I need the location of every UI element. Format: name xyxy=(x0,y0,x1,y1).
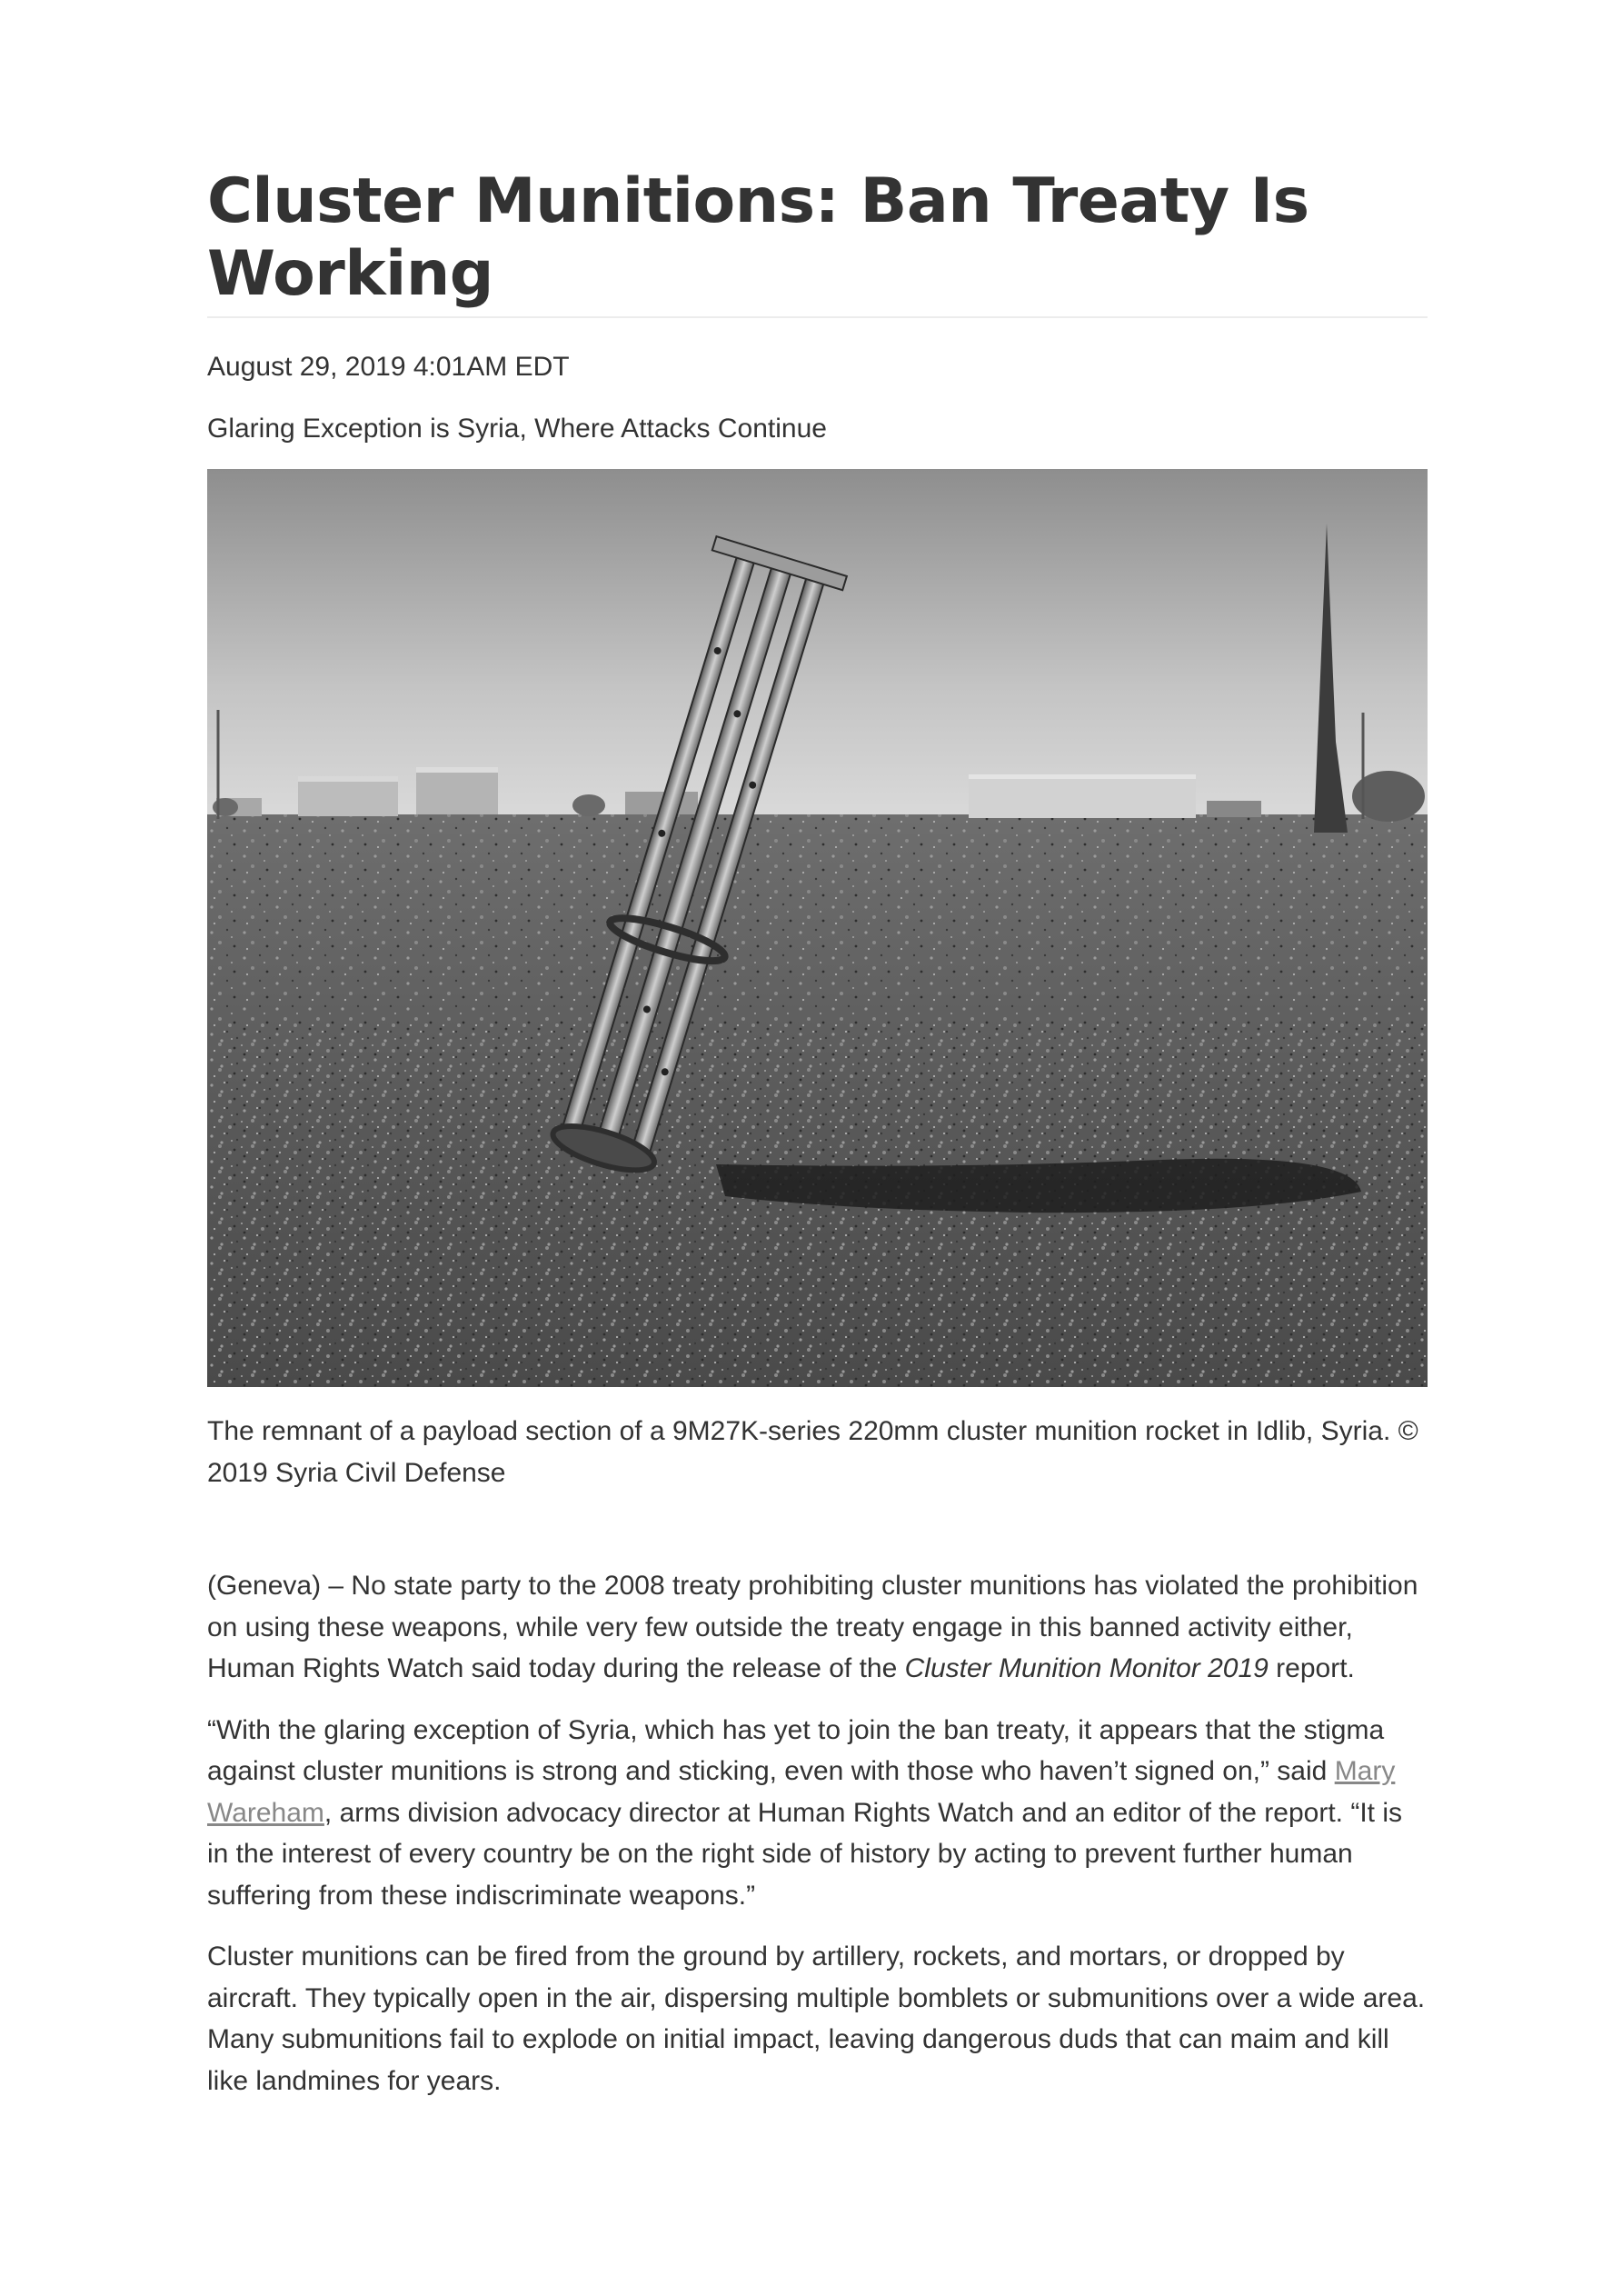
paragraph-1 xyxy=(207,1565,1428,1690)
photo-caption: The remnant of a payload section of a 9M27K-series 220mm cluster munition rocket in Idlib, Syria. © 2019 Syria Civil Defense xyxy=(207,1416,1418,1488)
author-link[interactable]: Mary Wareham xyxy=(207,1756,1396,1828)
article xyxy=(207,165,1428,2121)
article-photo xyxy=(207,469,1428,1387)
paragraph-1-text: (Geneva) – No state party to the 2008 treaty prohibiting cluster munitions has violated the prohibition on using these weapons, while very few outside the treaty engage in this banned activity either, Human Rights Watch said today during the release of the xyxy=(207,1571,1418,1683)
paragraph-3: Cluster munitions can be fired from the ground by artillery, rockets, and mortars, or dropped by aircraft. They typically open in the air, dispersing multiple bomblets or submunitions over a wide area. Many submunitions fail to explode on initial impact, leaving dangerous duds that can maim and kill like landmines for years. xyxy=(207,1942,1426,2096)
report-title: Cluster Munition Monitor 2019 xyxy=(904,1653,1269,1683)
article-subtitle: Glaring Exception is Syria, Where Attacks Continue xyxy=(207,414,827,444)
title-divider xyxy=(207,316,1428,318)
paragraph-1-end: report. xyxy=(1268,1653,1355,1683)
paragraph-2 xyxy=(207,1710,1428,1917)
article-date: August 29, 2019 4:01AM EDT xyxy=(207,352,570,382)
paragraph-2-end: , arms division advocacy director at Human Rights Watch and an editor of the report. “It is in the interest of every country be on the right side of history by acting to prevent further human suffering from these indiscriminate weapons.” xyxy=(207,1797,1402,1911)
article-title: Cluster Munitions: Ban Treaty Is Working xyxy=(207,165,1309,310)
article-body xyxy=(207,1565,1428,2101)
paragraph-2-text: “With the glaring exception of Syria, which has yet to join the ban treaty, it appears that the stigma against cluster munitions is strong and sticking, even with those who haven’t signed on,” said xyxy=(207,1714,1385,1786)
